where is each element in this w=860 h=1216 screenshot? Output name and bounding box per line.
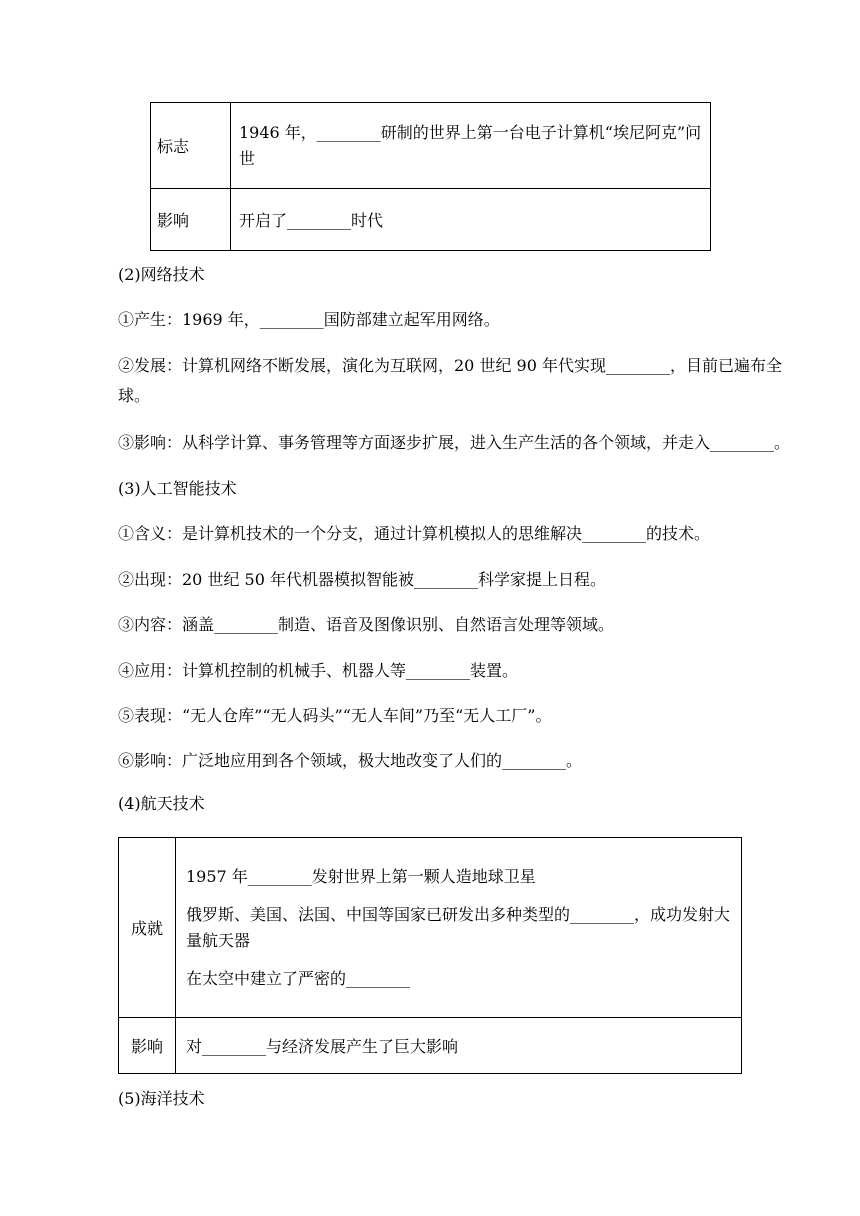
table-row bbox=[151, 189, 711, 251]
row-label: 标志 bbox=[151, 103, 231, 189]
list-item: ①产生：1969 年，________国防部建立起军用网络。 bbox=[118, 310, 500, 329]
list-item: ⑥影响：广泛地应用到各个领域，极大地改变了人们的________。 bbox=[118, 751, 583, 770]
achievement-cell bbox=[176, 838, 742, 1018]
list-item: ④应用：计算机控制的机械手、机器人等________装置。 bbox=[118, 661, 519, 680]
achievement-line: 1957 年________发射世界上第一颗人造地球卫星 bbox=[186, 866, 536, 886]
achievement-line: 在太空中建立了严密的________ bbox=[186, 968, 411, 988]
list-item: ②发展：计算机网络不断发展，演化为互联网，20 世纪 90 年代实现________，目前已遍布全球。 bbox=[118, 356, 782, 405]
list-item: ③影响：从科学计算、事务管理等方面逐步扩展，进入生产生活的各个领域，并走入________。 bbox=[118, 433, 791, 452]
row-label: 影响 bbox=[151, 189, 231, 251]
section-heading: (2)网络技术 bbox=[118, 265, 205, 284]
row-label: 成就 bbox=[119, 838, 176, 1018]
list-item: ①含义：是计算机技术的一个分支，通过计算机模拟人的思维解决________的技术。 bbox=[118, 524, 711, 543]
impact-text: 对________与经济发展产生了巨大影响 bbox=[176, 1018, 742, 1074]
section-heading: (5)海洋技术 bbox=[118, 1089, 205, 1108]
row-text: 开启了________时代 bbox=[231, 189, 711, 251]
row-label: 影响 bbox=[119, 1018, 176, 1074]
section-heading: (3)人工智能技术 bbox=[118, 479, 237, 498]
table-row bbox=[151, 103, 711, 189]
aerospace-table bbox=[118, 837, 742, 1074]
list-item: ②出现：20 世纪 50 年代机器模拟智能被________科学家提上日程。 bbox=[118, 570, 606, 589]
list-item: ⑤表现：“无人仓库”“无人码头”“无人车间”乃至“无人工厂”。 bbox=[118, 706, 552, 725]
section-heading: (4)航天技术 bbox=[118, 794, 205, 813]
table-row bbox=[119, 1018, 742, 1074]
row-text: 1946 年，________研制的世界上第一台电子计算机“埃尼阿克”问世 bbox=[231, 103, 711, 189]
achievement-line: 俄罗斯、美国、法国、中国等国家已研发出多种类型的________，成功发射大量航天器 bbox=[186, 904, 731, 950]
table-row bbox=[119, 838, 742, 1018]
computer-table bbox=[150, 102, 711, 251]
list-item: ③内容：涵盖________制造、语音及图像识别、自然语言处理等领域。 bbox=[118, 615, 615, 634]
